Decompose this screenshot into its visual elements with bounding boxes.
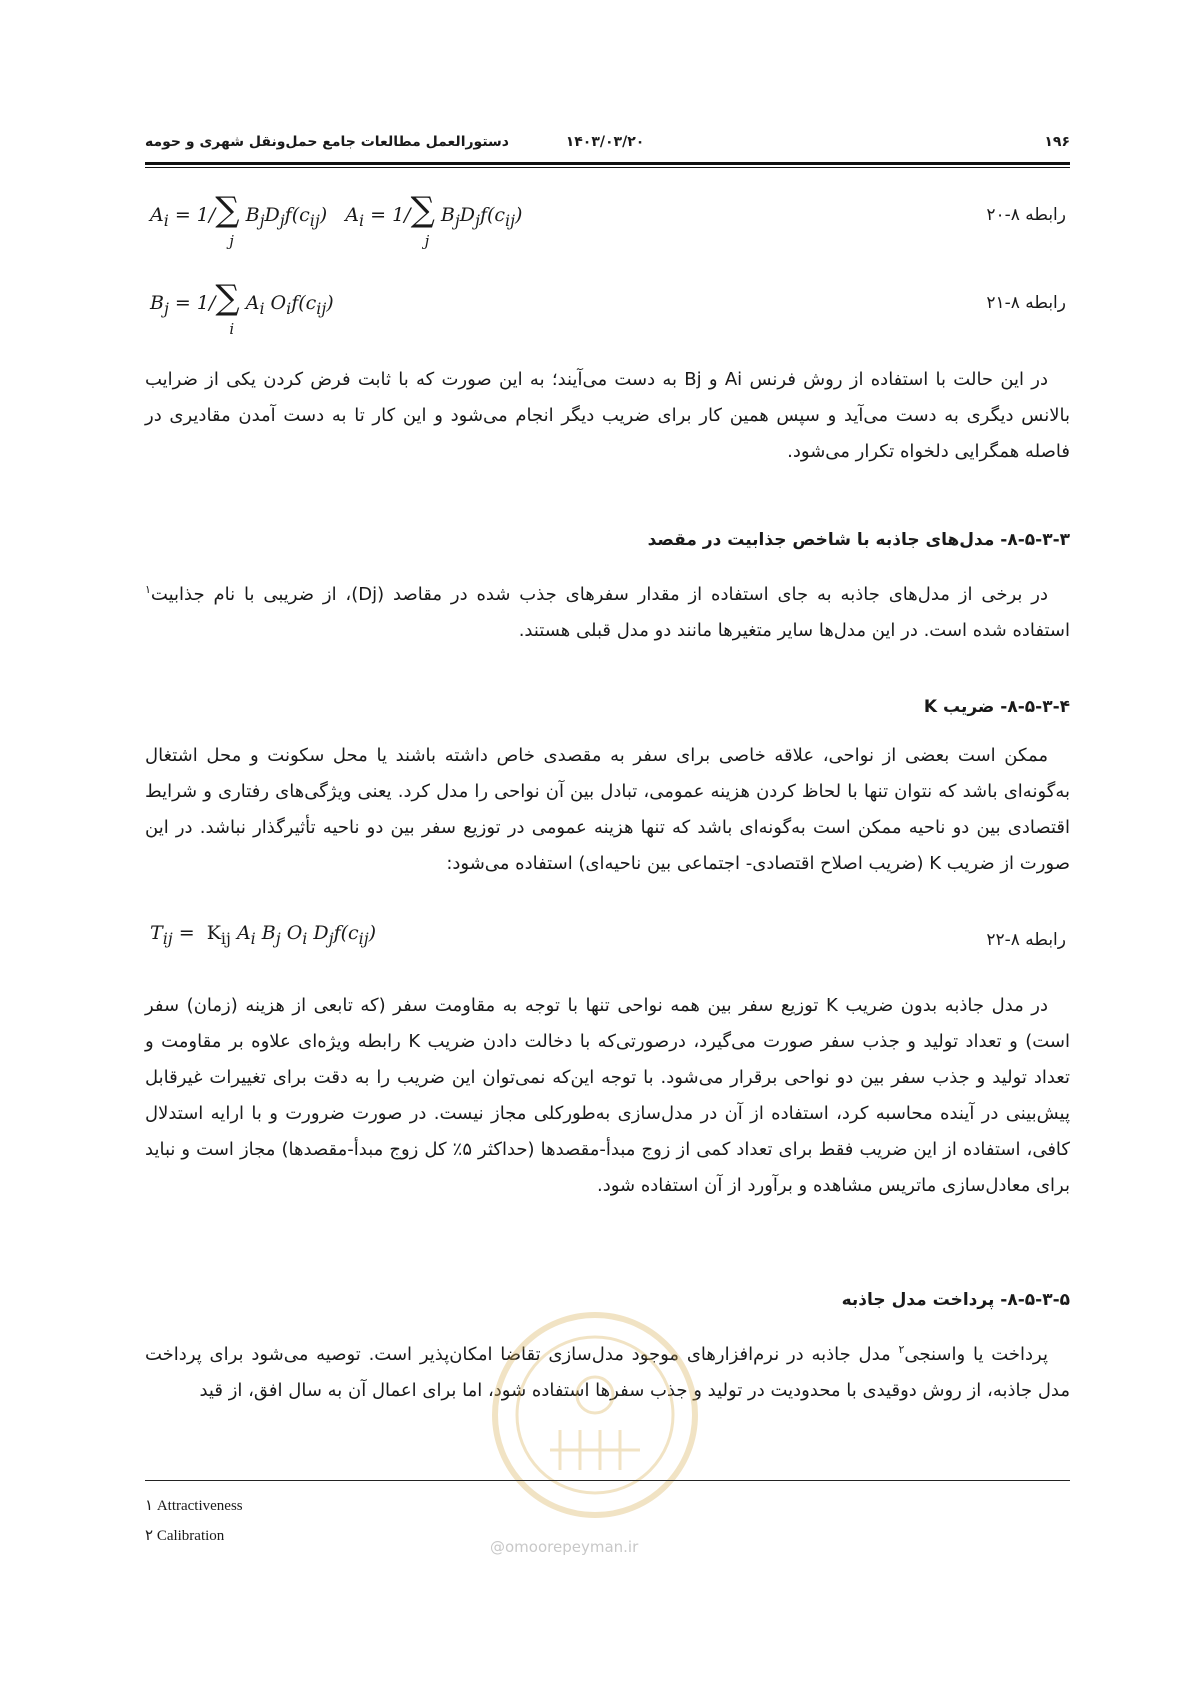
paragraph-2: [145, 572, 1070, 649]
header-date: ۱۴۰۳/۰۳/۲۰: [565, 134, 645, 150]
footnote-2: [145, 1526, 224, 1545]
sum-symbol-icon: ∑ j: [215, 190, 240, 250]
footnote-1-number: ۱: [145, 1498, 154, 1514]
equation-label-8-21: رابطه ۸-۲۱: [986, 293, 1066, 313]
paragraph-1-text: در این حالت با استفاده از روش فرنس Ai و Bj به دست می‌آیند؛ به این صورت که با ثابت فرض کردن یکی از ضرایب بالانس دیگری به دست می‌آید و سپس همین کار برای ضریب دیگر انجام می‌شود و این کار تا به دست آمدن مقادیری در فاصله همگرایی دلخواه تکرار می‌شود.: [145, 369, 1070, 462]
paragraph-4-text: در مدل جاذبه بدون ضریب K توزیع سفر بین همه نواحی تنها با توجه به مقاومت سفر (که تابعی از هزینه (زمان) سفر است) و تعداد تولید و جذب سفر صورت می‌گیرد، درصورتی‌که با دخالت دادن ضریب K رابطه ویژه‌ای علاوه بر مقاومت و تعداد تولید و جذب سفر بین دو نواحی برقرار می‌شود. با توجه این‌که نمی‌توان این ضریب را به دقت برای تغییرات غیرقابل پیش‌بینی در آینده محاسبه کرد، استفاده از آن در مدل‌سازی به‌طورکلی مجاز نیست. در صورت ضرورت و با ارایه استدلال کافی، استفاده از این ضریب فقط برای تعداد کمی از زوج مبدأ-مقصدها (حداکثر ۵٪ کل زوج مبدأ-مقصدها) مجاز است و نباید برای معادل‌سازی ماتریس مشاهده و برآورد از آن استفاده شود.: [145, 995, 1070, 1196]
footnote-ref-2[interactable]: ۲: [898, 1343, 905, 1356]
page-number: ۱۹۶: [1044, 134, 1070, 150]
sum-symbol-icon: ∑ j: [410, 190, 435, 250]
equation-label-8-22: رابطه ۸-۲۲: [986, 930, 1066, 950]
section-heading-3-3: ۸-۵-۳-۳- مدل‌های جاذبه با شاخص جذابیت در مقصد: [647, 530, 1070, 550]
footnote-1: [145, 1496, 243, 1515]
section-heading-3-4: ۸-۵-۳-۴- ضریب K: [923, 697, 1070, 717]
footnote-1-text: Attractiveness: [156, 1498, 243, 1514]
paragraph-3: [145, 738, 1070, 882]
header-title: دستورالعمل مطالعات جامع حمل‌ونقل شهری و حومه: [145, 134, 509, 150]
watermark-text: @omoorepeyman.ir: [490, 1538, 639, 1556]
paragraph-2-text-a: در برخی از مدل‌های جاذبه به جای استفاده از مقدار سفرهای جذب شده در مقاصد (Dj)، از ضریبی با نام جذابیت: [150, 584, 1049, 605]
footnote-2-number: ۲: [145, 1528, 154, 1544]
page-header: [145, 128, 1070, 158]
header-rule-thin: [145, 167, 1070, 168]
paragraph-2-text-b: استفاده شده است. در این مدل‌ها سایر متغیرها مانند دو مدل قبلی هستند.: [518, 620, 1070, 641]
paragraph-3-text: ممکن است بعضی از نواحی، علاقه خاصی برای سفر به مقصدی خاص داشته باشند یا محل سکونت و محل اشتغال به‌گونه‌ای باشد که نتوان تنها با لحاظ کردن هزینه عمومی، تبادل بین آن نواحی را مدل کرد. یعنی ویژگی‌های رفتاری و شرایط اقتصادی بین دو ناحیه ممکن است به‌گونه‌ای باشد که تنها هزینه عمومی در توزیع سفر بین دو ناحیه تأثیرگذار نباشد. در این صورت از ضریب K (ضریب اصلاح اقتصادی- اجتماعی بین ناحیه‌ای) استفاده می‌شود:: [145, 745, 1070, 874]
equation-8-20: $A_i = 1/\sum$ j $B_jD_jf(c_{ij}) A_i = 1/\sum$ j $B_jD_jf(c_{ij})$: [150, 190, 523, 250]
section-heading-3-5: ۸-۵-۳-۵- پرداخت مدل جاذبه: [841, 1290, 1070, 1310]
paragraph-5-text-a: پرداخت یا واسنجی: [904, 1344, 1048, 1365]
paragraph-1: [145, 362, 1070, 470]
footnote-ref-1[interactable]: ۱: [145, 583, 151, 596]
paragraph-2-text: [145, 572, 1070, 649]
header-rule: [145, 162, 1070, 165]
paragraph-5-text-b: مدل جاذبه در نرم‌افزارهای موجود مدل‌سازی تقاضا امکان‌پذیر است. توصیه می‌شود برای پرداخت مدل جاذبه، از روش دوقیدی با محدودیت در تولید و جذب سفرها استفاده شود، اما برای اعمال آن به سال افق، از قید: [145, 1344, 1070, 1401]
sum-symbol-icon: ∑ i: [215, 278, 240, 338]
equation-label-8-20: رابطه ۸-۲۰: [986, 205, 1066, 225]
paragraph-4: [145, 988, 1070, 1204]
footnote-rule: [145, 1480, 1070, 1481]
footnote-2-text: Calibration: [156, 1528, 225, 1544]
watermark-seal-icon: [480, 1300, 710, 1530]
equation-8-22: $T_{ij} = K_{ij}$ $A_i$ $B_j$ $O_i$ $D_jf(c_{ij})$: [150, 922, 377, 948]
equation-8-21: $B_j = 1/\sum$ i $A_i$ $O_if(c_{ij})$: [150, 278, 334, 338]
